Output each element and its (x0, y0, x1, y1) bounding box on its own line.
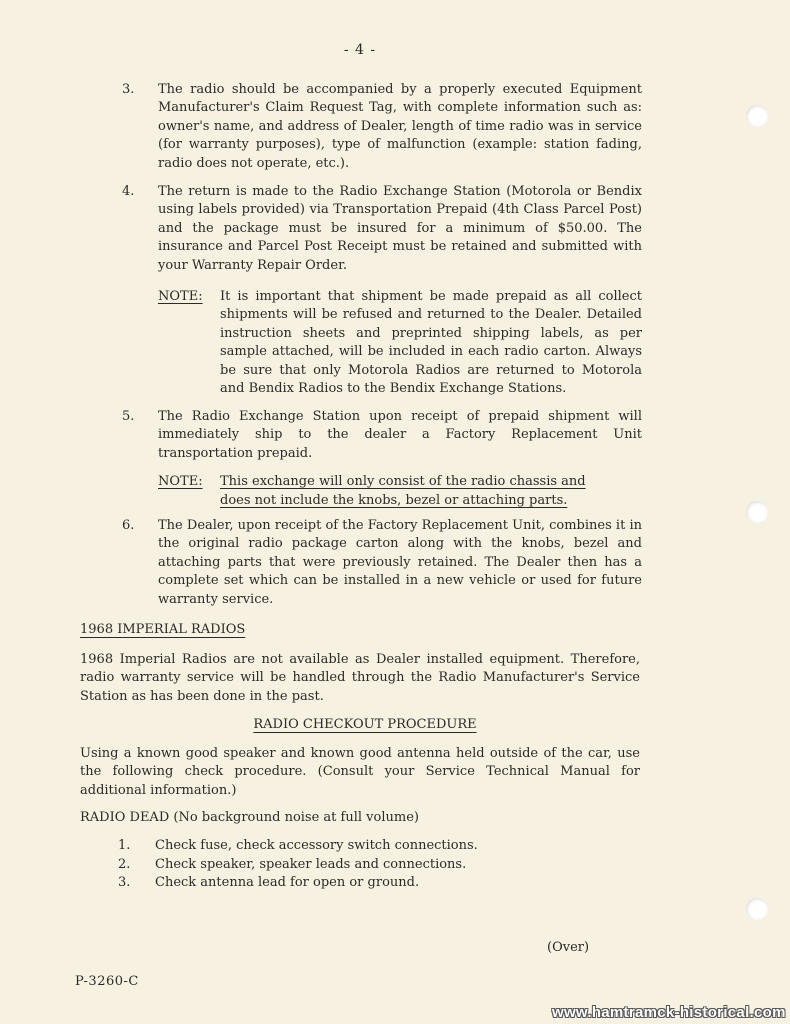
section-heading-checkout: RADIO CHECKOUT PROCEDURE (253, 717, 477, 732)
imperial-text: 1968 Imperial Radios are not available as Dealer installed equipment. Therefore, radio warranty service will be handled through the Radio Manufacturer's Service Station as has been done in the past. (80, 652, 640, 704)
page-number: - 4 - (343, 42, 377, 58)
note-text-line2: does not include the knobs, bezel or attaching parts. (220, 493, 568, 508)
note-text-line1: This exchange will only consist of the radio chassis and (220, 474, 586, 489)
checkout-text: Using a known good speaker and known good antenna held outside of the car, use the following check procedure. (Consult your Service Technical Manual for additional information.) (80, 746, 640, 798)
step-number: 3. (118, 875, 131, 890)
item-number: 6. (122, 518, 135, 533)
item-text: The Radio Exchange Station upon receipt of prepaid shipment will immediately ship to the dealer a Factory Replacement Unit transportation prepaid. (158, 409, 642, 461)
item-text: The Dealer, upon receipt of the Factory Replacement Unit, combines it in the original radio package carton along with the knobs, bezel and attaching parts that were previously retained. The Dealer then has a complete set which can be installed in a new vehicle or used for future warranty service. (158, 518, 642, 607)
item-text: The radio should be accompanied by a properly executed Equipment Manufacturer's Claim Request Tag, with complete information such as: owner's name, and address of Dealer, length of time radio was in service (for warranty purposes), type of malfunction (example: station fading, radio does not operate, etc.). (158, 82, 642, 171)
step-number: 2. (118, 857, 131, 872)
item-number: 4. (122, 184, 135, 199)
item-number: 3. (122, 82, 135, 97)
form-code: P-3260-C (75, 974, 139, 989)
binder-hole (746, 105, 768, 127)
radio-dead-title: RADIO DEAD (No background noise at full volume) (80, 810, 419, 825)
note-text: It is important that shipment be made prepaid as all collect shipments will be refused and returned to the Dealer. Detailed instruction sheets and preprinted shipping labels, as per sample attached, will be included in each radio carton. Always be sure that only Motorola Radios are returned to Motorola and Bendix Radios to the Bendix Exchange Stations. (220, 289, 642, 397)
step-text: Check fuse, check accessory switch connections. (155, 838, 478, 853)
section-heading-imperial: 1968 IMPERIAL RADIOS (80, 622, 246, 637)
binder-hole (746, 898, 768, 920)
note-label: NOTE: (158, 474, 203, 489)
note-label: NOTE: (158, 289, 203, 304)
step-number: 1. (118, 838, 131, 853)
item-number: 5. (122, 409, 135, 424)
step-text: Check speaker, speaker leads and connections. (155, 857, 467, 872)
item-text: The return is made to the Radio Exchange Station (Motorola or Bendix using labels provided) via Transportation Prepaid (4th Class Parcel Post) and the package must be insured for a minimum of $50.00. The insurance and Parcel Post Receipt must be retained and submitted with your Warranty Repair Order. (158, 184, 642, 273)
step-text: Check antenna lead for open or ground. (155, 875, 420, 890)
watermark: www.hamtramck-historical.com (552, 1004, 786, 1021)
binder-hole (746, 501, 768, 523)
over-label: (Over) (547, 940, 590, 955)
